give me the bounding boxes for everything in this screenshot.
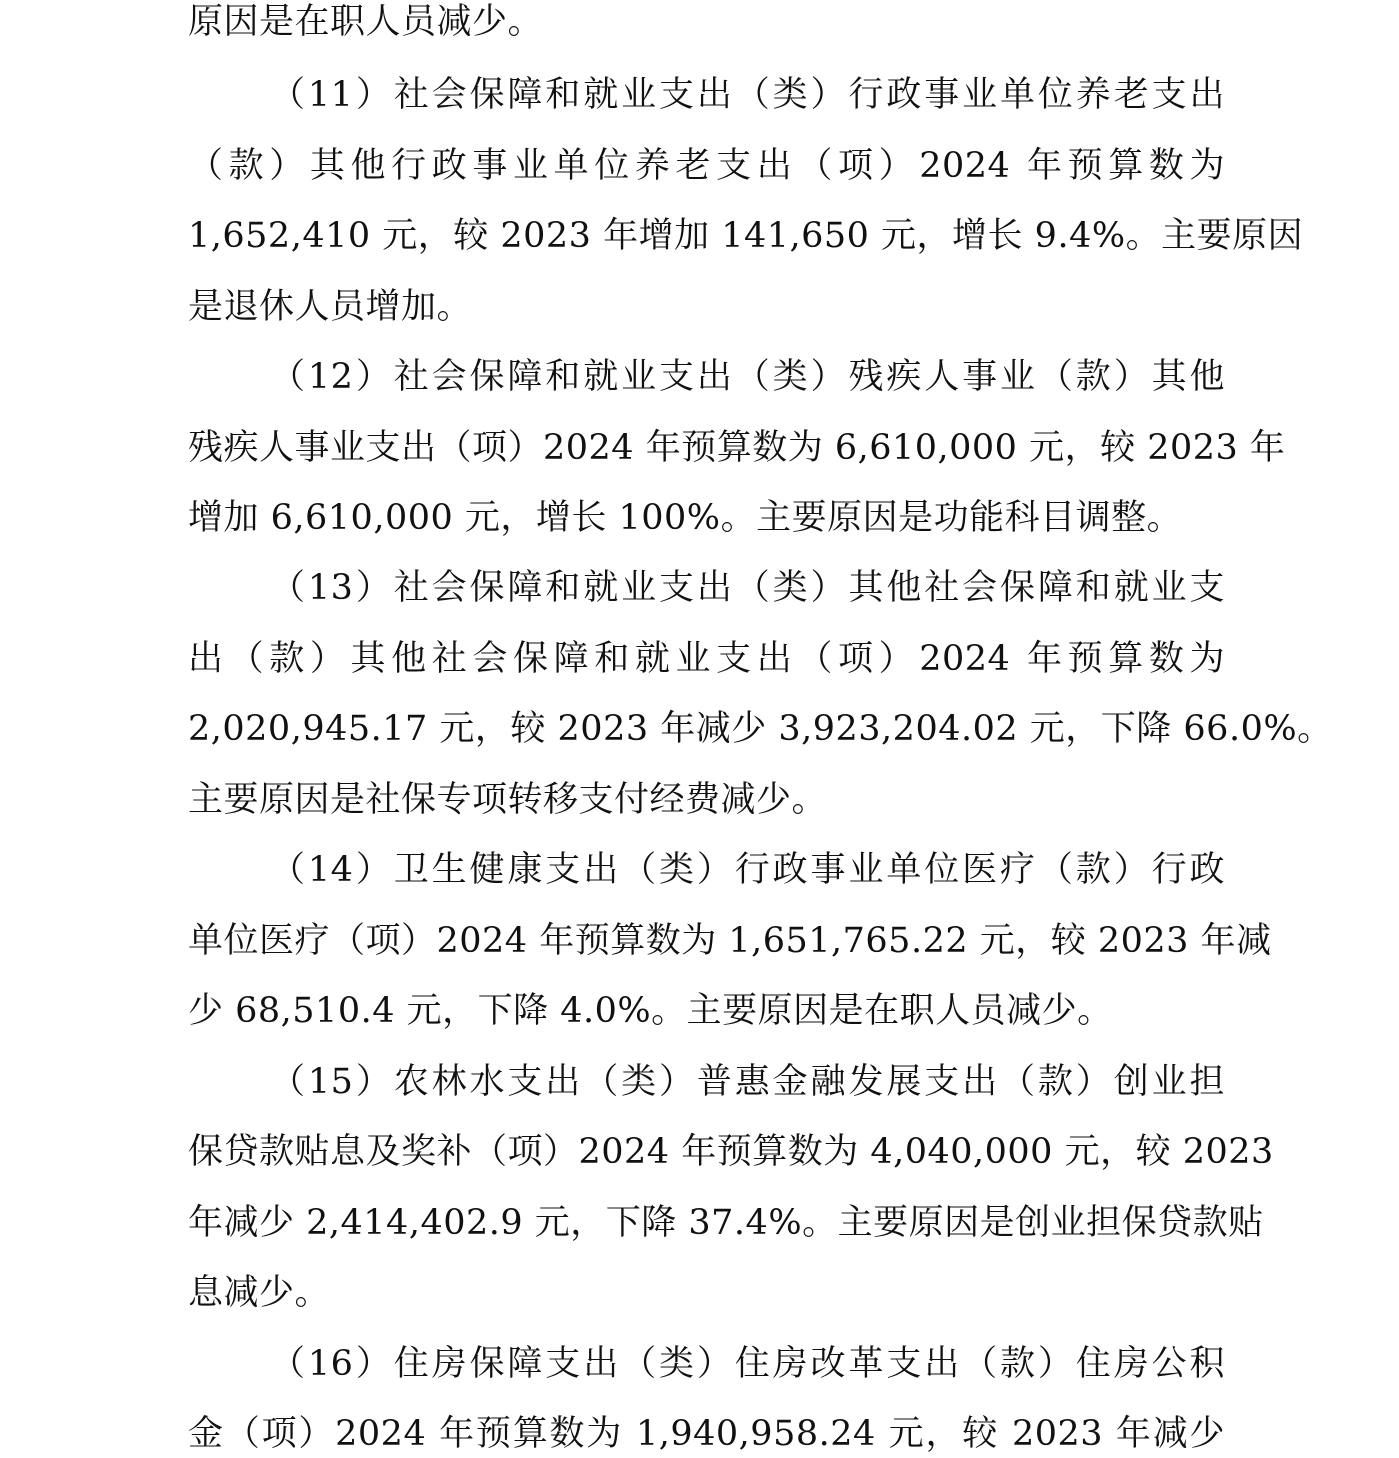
text-line: 出（款）其他社会保障和就业支出（项）2024 年预算数为 bbox=[188, 639, 1225, 679]
text-line: 1,652,410 元，较 2023 年增加 141,650 元，增长 9.4%。主要原因 bbox=[188, 216, 1304, 256]
text-line: 保贷款贴息及奖补（项）2024 年预算数为 4,040,000 元，较 2023 bbox=[188, 1132, 1274, 1172]
text-line: 残疾人事业支出（项）2024 年预算数为 6,610,000 元，较 2023 年 bbox=[188, 428, 1286, 468]
paragraph-12-line-1: （12）社会保障和就业支出（类）残疾人事业（款）其他 bbox=[270, 357, 1225, 397]
text-line: 2,020,945.17 元，较 2023 年减少 3,923,204.02 元，下降 66.0%。 bbox=[188, 709, 1333, 749]
text-line: 息减少。 bbox=[188, 1273, 331, 1313]
text-line: 单位医疗（项）2024 年预算数为 1,651,765.22 元，较 2023 年减 bbox=[188, 921, 1272, 961]
paragraph-13-line-1: （13）社会保障和就业支出（类）其他社会保障和就业支 bbox=[270, 568, 1225, 608]
text-line: 主要原因是社保专项转移支付经费减少。 bbox=[188, 780, 828, 820]
paragraph-15-line-1: （15）农林水支出（类）普惠金融发展支出（款）创业担 bbox=[270, 1062, 1225, 1102]
paragraph-14-line-1: （14）卫生健康支出（类）行政事业单位医疗（款）行政 bbox=[270, 850, 1225, 890]
text-line: 年减少 2,414,402.9 元，下降 37.4%。主要原因是创业担保贷款贴 bbox=[188, 1203, 1264, 1243]
text-line: （款）其他行政事业单位养老支出（项）2024 年预算数为 bbox=[188, 146, 1225, 186]
text-line: 原因是在职人员减少。 bbox=[188, 2, 544, 42]
paragraph-16-line-1: （16）住房保障支出（类）住房改革支出（款）住房公积 bbox=[270, 1344, 1225, 1384]
text-line: 金（项）2024 年预算数为 1,940,958.24 元，较 2023 年减少 bbox=[188, 1414, 1225, 1454]
paragraph-11-line-1: （11）社会保障和就业支出（类）行政事业单位养老支出 bbox=[270, 75, 1225, 115]
text-line: 是退休人员增加。 bbox=[188, 287, 473, 327]
text-line: 少 68,510.4 元，下降 4.0%。主要原因是在职人员减少。 bbox=[188, 991, 1113, 1031]
text-line: 增加 6,610,000 元，增长 100%。主要原因是功能科目调整。 bbox=[188, 498, 1183, 538]
